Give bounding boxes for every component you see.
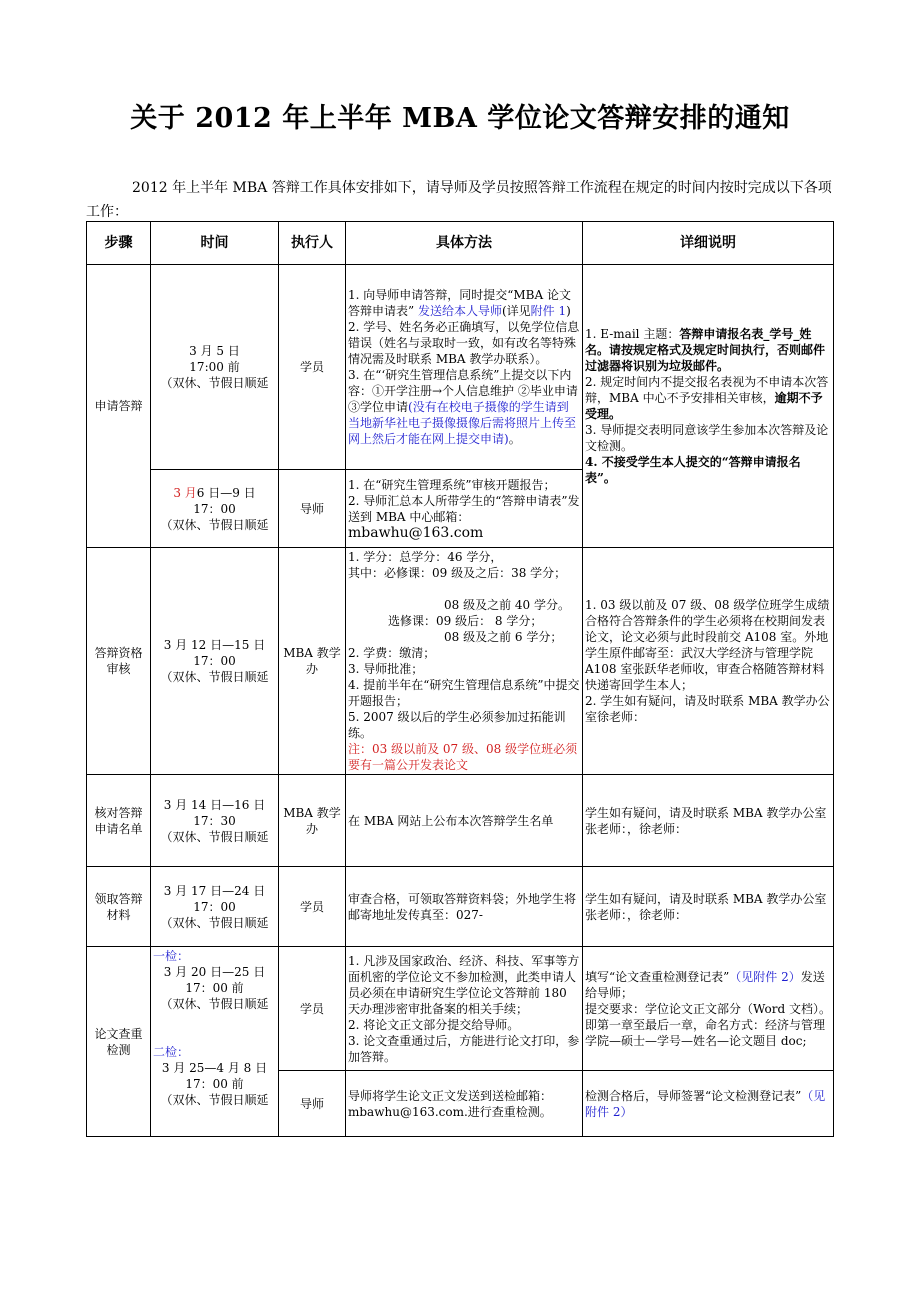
intro-paragraph: 2012 年上半年 MBA 答辩工作具体安排如下，请导师及学员按照答辩工作流程在规定的时间内按时完成以下各项工作： bbox=[86, 180, 832, 220]
method-text: 5. 2007 级以后的学生必须参加过拓能训练。 bbox=[348, 710, 566, 740]
method-text: 选修课：09 级后： 8 学分； bbox=[388, 614, 543, 628]
table-header-row bbox=[87, 222, 834, 265]
method-cell bbox=[346, 265, 583, 470]
detail-text: 提交要求：学位论文正文部分（Word 文档）。即第一章至最后一章，命名方式：经济与管理学院—硕士—学号—姓名—论文题目 doc; bbox=[585, 1001, 831, 1048]
time-line: 3 月 25—4 月 8 日 bbox=[161, 1061, 268, 1075]
detail-cell bbox=[583, 265, 834, 548]
method-cell: 审查合格，可领取答辩资料袋；外地学生将邮寄地址发传真至：027- bbox=[346, 867, 583, 947]
time-line: （双休、节假日顺延 bbox=[160, 997, 269, 1011]
step-cell: 领取答辩材料 bbox=[87, 867, 151, 947]
method-text: 3. 论文查重通过后，方能进行论文打印，参加答辩。 bbox=[348, 1033, 580, 1064]
time-line: 3 月 17 日—24 日 bbox=[163, 883, 266, 898]
method-text: 08 级及之前 6 学分； bbox=[444, 630, 563, 644]
method-text: 1. 凡涉及国家政治、经济、科技、军事等方面机密的学位论文不参加检测，此类申请人员必须在申请研究生学位论文答辩前 180 天办理涉密审批备案的相关手续； bbox=[348, 953, 580, 1016]
actor-cell: MBA 教学办 bbox=[279, 775, 346, 867]
actor-cell: 导师 bbox=[279, 1071, 346, 1137]
step-cell: 答辩资格审核 bbox=[87, 548, 151, 775]
send-to-advisor-link[interactable]: 发送给本人导师 bbox=[417, 304, 502, 318]
detail-text: 检测合格后，导师签署“论文检测登记表” bbox=[585, 1088, 802, 1103]
first-check-label: 一检： bbox=[153, 949, 190, 963]
time-cell bbox=[151, 265, 279, 470]
detail-cell: 学生如有疑问，请及时联系 MBA 教学办公室张老师：，徐老师： bbox=[583, 775, 834, 867]
method-cell bbox=[346, 947, 583, 1071]
attachment-2-link[interactable]: （见附件 2） bbox=[729, 969, 801, 984]
header-method: 具体方法 bbox=[346, 222, 583, 265]
method-note-blue: (没有在校电子摄像的学生请到当地新华社电子摄像摄像后需将照片上传至网上然后才能在网上提交申请) bbox=[348, 400, 577, 446]
detail-bold: 4. 不接受学生本人提交的“答辩申请报名表”。 bbox=[585, 455, 801, 485]
method-text: (详见 bbox=[501, 304, 531, 318]
actor-cell: MBA 教学办 bbox=[279, 548, 346, 775]
detail-text: 1. 03 级以前及 07 级、08 级学位班学生成绩合格符合答辩条件的学生必须将在校期间发表论文，论文必须与此时段前交 A108 室。外地学生原件邮寄至：武汉大学经济与管理学院 A108 室张跃华老师收，审查合格随答辩材料快递寄回学生本人； bbox=[585, 598, 830, 692]
time-line: 17：00 bbox=[193, 899, 236, 914]
time-line: 17：00 bbox=[193, 501, 236, 516]
method-text: 1. 学分：总学分：46 学分， bbox=[348, 550, 503, 564]
time-line: 17：00 前 bbox=[185, 981, 244, 995]
table-row bbox=[87, 947, 834, 1071]
email-text: mbawhu@163.com bbox=[348, 524, 484, 541]
detail-bold: 逾期不予受理。 bbox=[585, 391, 823, 421]
time-cell bbox=[151, 548, 279, 775]
method-text: 2. 学费：缴清； bbox=[348, 646, 436, 660]
spacer bbox=[153, 1028, 276, 1044]
detail-text: 3. 导师提交表明同意该学生参加本次答辩及论文检测。 bbox=[585, 423, 829, 453]
step-cell: 申请答辩 bbox=[87, 265, 151, 548]
detail-text: 2. 规定时间内不提交报名表视为不申请本次答辩，MBA 中心不予安排相关审核， bbox=[585, 375, 829, 405]
method-cell: 导师将学生论文正文发送到送检邮箱：mbawhu@163.com.进行查重检测。 bbox=[346, 1071, 583, 1137]
step-cell: 论文查重检测 bbox=[87, 947, 151, 1137]
time-cell bbox=[151, 947, 279, 1137]
time-line: （双休、节假日顺延 bbox=[160, 517, 269, 532]
detail-cell bbox=[583, 548, 834, 775]
time-cell bbox=[151, 470, 279, 548]
time-line: 17：00 前 bbox=[185, 1077, 244, 1091]
detail-cell: 学生如有疑问，请及时联系 MBA 教学办公室张老师：，徐老师： bbox=[583, 867, 834, 947]
time-line: 17：00 bbox=[193, 654, 236, 668]
actor-cell: 导师 bbox=[279, 470, 346, 548]
actor-cell: 学员 bbox=[279, 947, 346, 1071]
method-cell bbox=[346, 470, 583, 548]
header-step: 步骤 bbox=[87, 222, 151, 265]
method-text: 3. 在“‘研究生管理信息系统”上提交以下内容：①开学注册→个人信息维护 ②毕业申请 ③学位申请 bbox=[348, 368, 578, 414]
method-text: 2. 学号、姓名务必正确填写，以免学位信息错误（姓名与录取时一致，如有改名等特殊情况需及时联系 MBA 教学办联系）。 bbox=[348, 320, 580, 366]
method-text: 1. 向导师申请答辩，同时提交“MBA 论文答辩申请表” bbox=[348, 288, 571, 318]
detail-text: 2. 学生如有疑问，请及时联系 MBA 教学办公室徐老师： bbox=[585, 694, 830, 724]
header-actor: 执行人 bbox=[279, 222, 346, 265]
table-row bbox=[87, 265, 834, 470]
time-line: （双休、节假日顺延 bbox=[160, 829, 269, 844]
time-line: 17:00 前 bbox=[189, 360, 240, 374]
attachment-1-link[interactable]: 附件 1 bbox=[530, 304, 567, 318]
actor-cell: 学员 bbox=[279, 265, 346, 470]
method-text: 。 bbox=[508, 432, 521, 446]
actor-cell: 学员 bbox=[279, 867, 346, 947]
spacer bbox=[153, 1012, 276, 1028]
detail-text: 发送给导师； bbox=[585, 969, 825, 1000]
second-check-label: 二检： bbox=[153, 1045, 190, 1059]
time-line: （双休、节假日顺延 bbox=[160, 376, 269, 390]
time-line: 3 月 20 日—25 日 bbox=[163, 965, 266, 979]
method-text: ) bbox=[566, 304, 571, 318]
detail-text: 填写“论文查重检测登记表” bbox=[585, 969, 730, 984]
time-text: 6 日—9 日 bbox=[196, 485, 256, 500]
header-detail: 详细说明 bbox=[583, 222, 834, 265]
time-cell bbox=[151, 867, 279, 947]
time-line bbox=[153, 485, 276, 501]
spacer bbox=[348, 581, 580, 597]
document-title: 关于 2012 年上半年 MBA 学位论文答辩安排的通知 bbox=[130, 103, 790, 134]
time-line: （双休、节假日顺延 bbox=[160, 1093, 269, 1107]
method-text: 3. 导师批准； bbox=[348, 662, 424, 676]
header-time: 时间 bbox=[151, 222, 279, 265]
step-cell: 核对答辩申请名单 bbox=[87, 775, 151, 867]
detail-bold: 答辩申请报名表_学号_姓名。请按规定格式及规定时间执行，否则邮件过滤器将识别为垃圾邮件。 bbox=[585, 327, 826, 373]
method-text: 其中：必修课：09 级及之后：38 学分； bbox=[348, 566, 567, 580]
detail-cell bbox=[583, 1071, 834, 1137]
time-line: 17：30 bbox=[193, 813, 236, 828]
attachment-2-link[interactable]: （见附件 2） bbox=[585, 1088, 826, 1119]
time-line: 3 月 12 日—15 日 bbox=[163, 638, 266, 652]
table-row bbox=[87, 867, 834, 947]
table-row bbox=[87, 775, 834, 867]
time-line: 3 月 5 日 bbox=[189, 344, 240, 358]
time-red: 3 月 bbox=[173, 485, 197, 500]
time-line: 3 月 14 日—16 日 bbox=[163, 797, 266, 812]
method-cell: 在 MBA 网站上公布本次答辩学生名单 bbox=[346, 775, 583, 867]
time-line: （双休、节假日顺延 bbox=[160, 670, 269, 684]
detail-line bbox=[585, 374, 831, 422]
detail-text: 1. E-mail 主题： bbox=[585, 327, 680, 341]
detail-cell bbox=[583, 947, 834, 1071]
method-text: 08 级及之前 40 学分。 bbox=[444, 598, 570, 612]
time-line: （双休、节假日顺延 bbox=[160, 915, 269, 930]
table-row bbox=[87, 548, 834, 775]
method-text: 2. 将论文正文部分提交给导师。 bbox=[348, 1017, 520, 1032]
time-cell bbox=[151, 775, 279, 867]
method-cell bbox=[346, 548, 583, 775]
schedule-table bbox=[86, 221, 834, 1137]
method-note-red: 注：03 级以前及 07 级、08 级学位班必须要有一篇公开发表论文 bbox=[348, 742, 578, 772]
method-text: 1. 在“研究生管理系统”审核开题报告； bbox=[348, 477, 556, 492]
method-text: 4. 提前半年在“研究生管理信息系统”中提交开题报告； bbox=[348, 678, 580, 708]
method-text: 2. 导师汇总本人所带学生的“答辩申请表”发送到 MBA 中心邮箱： bbox=[348, 493, 580, 524]
